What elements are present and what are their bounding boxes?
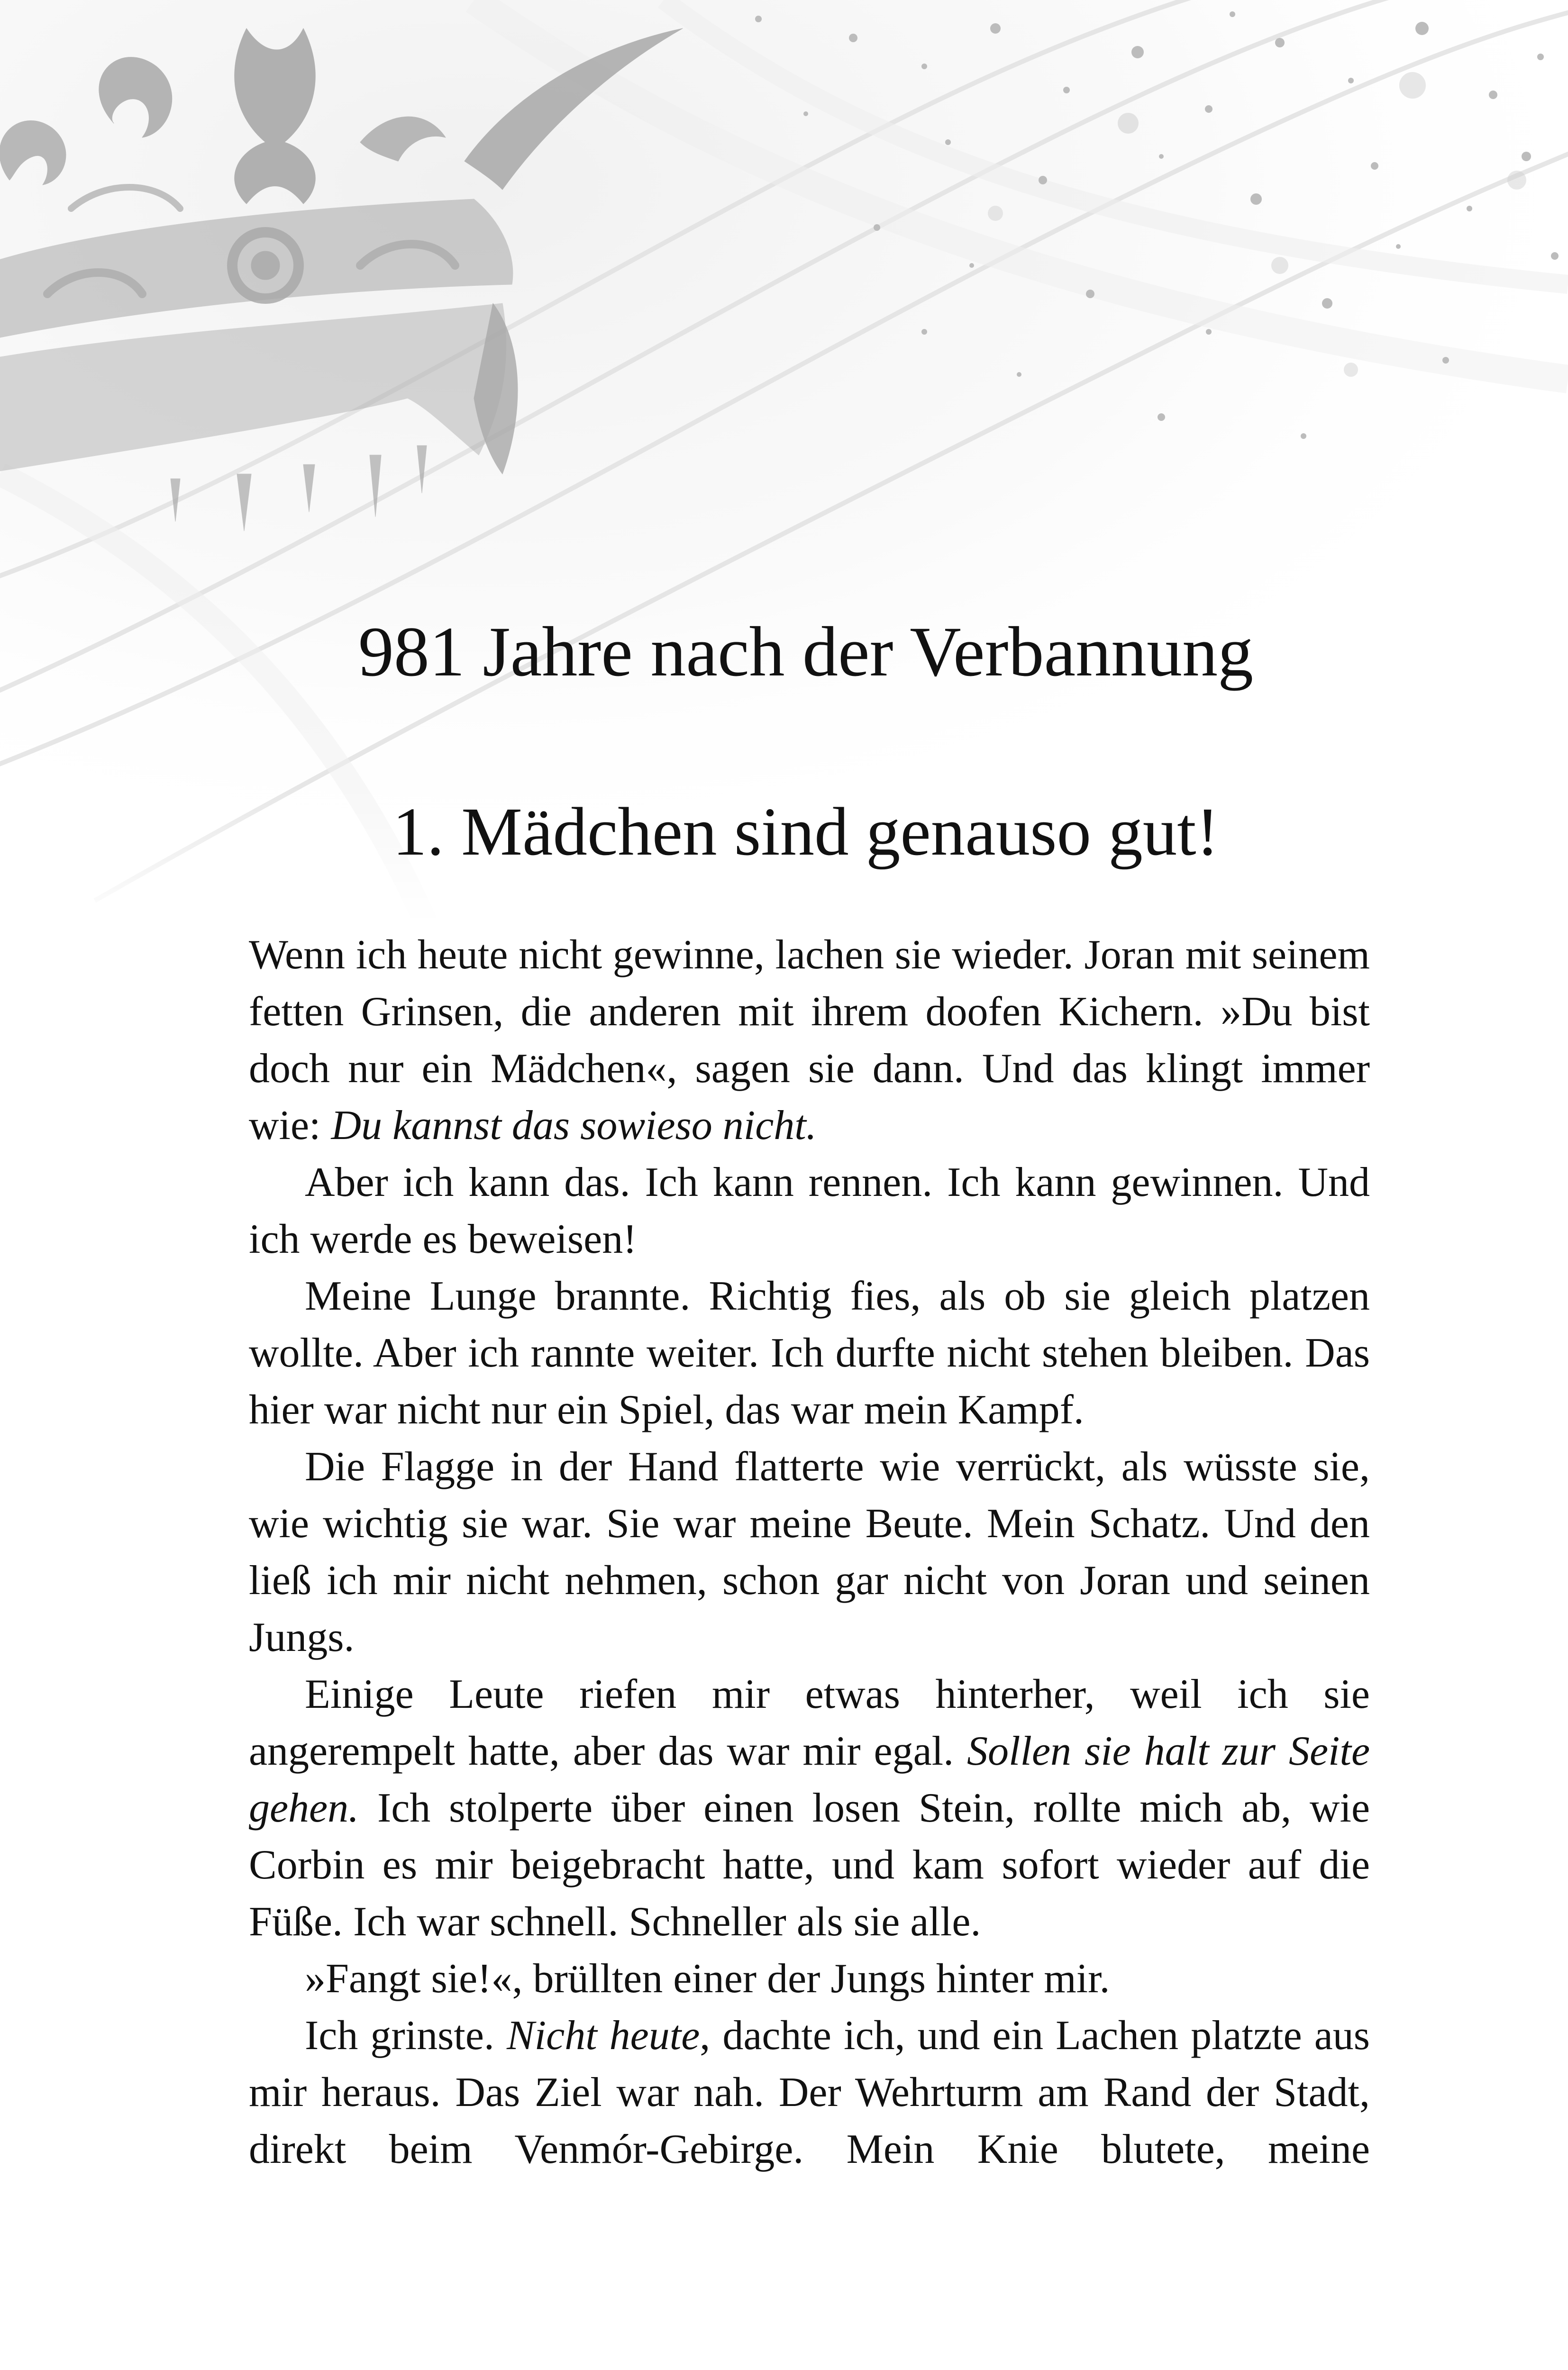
chapter-title: 1. Mädchen sind genauso gut! [392, 794, 1219, 870]
text-run: Meine Lunge brannte. Richtig fies, als ob sie gleich platzen wollte. Aber ich rannte weiter. Ich durfte nicht stehen bleiben. Das hier war nicht nur ein Spiel, das war mein Kampf. [249, 1273, 1370, 1433]
text-run: Einige Leute riefen mir etwas hinterher, weil ich sie angerempelt hatte, aber das war mir egal. [249, 1671, 1370, 1774]
paragraph [249, 1154, 1370, 1268]
italic-run: Du kannst das sowieso nicht. [331, 1103, 817, 1149]
bottom-fade [0, 0, 1568, 924]
header-decoration [0, 0, 1568, 924]
paragraph [249, 2007, 1370, 2178]
text-run: Wenn ich heute nicht gewinne, lachen sie wieder. Joran mit seinem fetten Grinsen, die anderen mit ihrem doofen Kichern. »Du bist doch nur ein Mädchen«, sagen sie dann. Und das klingt immer wie: [249, 932, 1370, 1149]
part-title: 981 Jahre nach der Verbannung [358, 612, 1254, 691]
italic-run: Sollen sie halt zur Seite gehen. [249, 1728, 1370, 1831]
italic-run: Nicht heute [506, 2013, 700, 2059]
paragraph [249, 927, 1370, 1154]
paragraph [249, 1439, 1370, 1666]
text-run: Aber ich kann das. Ich kann rennen. Ich kann gewinnen. Und ich werde es beweisen! [249, 1159, 1370, 1262]
text-run: Die Flagge in der Hand flatterte wie verrückt, als wüsste sie, wie wichtig sie war. Sie war meine Beute. Mein Schatz. Und den ließ ich mir nicht nehmen, schon gar nicht von Joran und seinen Jungs. [249, 1444, 1370, 1660]
paragraph [249, 1666, 1370, 1951]
paragraph [249, 1268, 1370, 1439]
paragraph [249, 1951, 1370, 2007]
text-run: »Fangt sie!«, brüllten einer der Jungs hinter mir. [305, 1956, 1110, 2002]
chapter-body [249, 927, 1370, 2178]
text-run: Ich stolperte über einen losen Stein, rollte mich ab, wie Corbin es mir beigebracht hatte, und kam sofort wieder auf die Füße. Ich war schnell. Schneller als sie alle. [249, 1785, 1370, 1945]
text-run: , dachte ich, und ein Lachen platzte aus mir heraus. Das Ziel war nah. Der Wehrturm am Rand der Stadt, direkt beim Venmór-Gebirge. Mein Knie blutete, meine [249, 2013, 1370, 2172]
text-run: Ich grinste. [305, 2013, 507, 2059]
